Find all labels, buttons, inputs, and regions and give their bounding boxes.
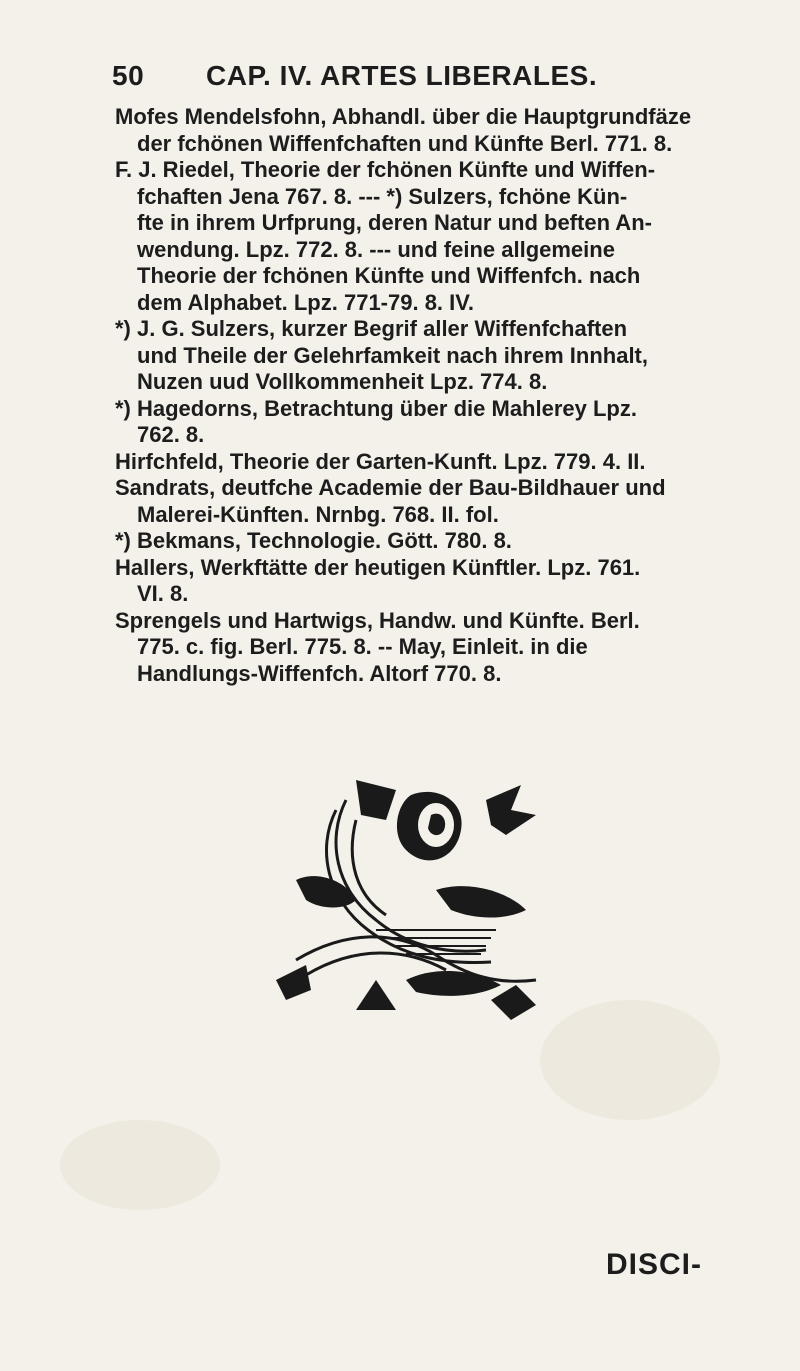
bib-entry — [115, 157, 755, 316]
text-line: Nuzen uud Vollkommenheit Lpz. 774. 8. — [137, 369, 548, 394]
text-line: Hirfchfeld, Theorie der Garten-Kunft. Lpz. 779. 4. II. — [115, 448, 646, 474]
text-line: Sprengels und Hartwigs, Handw. und Künfte. Berl. — [115, 607, 640, 633]
text-line: wendung. Lpz. 772. 8. --- und feine allgemeine — [137, 236, 615, 262]
paper-stain — [60, 1120, 220, 1210]
text-line: VI. 8. — [137, 581, 189, 606]
text-line: und Theile der Gelehrfamkeit nach ihrem Innhalt, — [137, 342, 648, 368]
text-line: F. J. Riedel, Theorie der fchönen Künfte und Wiffen- — [115, 157, 656, 182]
text-line: Malerei-Künften. Nrnbg. 768. II. fol. — [137, 501, 499, 527]
bib-entry — [115, 528, 755, 555]
bib-entry — [115, 608, 755, 688]
text-line: Theorie der fchönen Künfte und Wiffenfch. nach — [137, 263, 641, 288]
running-title: CAP. IV. ARTES LIBERALES. — [206, 60, 598, 91]
text-line: Handlungs-Wiffenfch. Altorf 770. 8. — [137, 660, 502, 686]
catchword: DISCI- — [606, 1248, 702, 1281]
bib-entry — [115, 555, 755, 608]
bibliography-text — [115, 104, 755, 687]
text-line: 762. 8. — [137, 422, 205, 447]
text-line: Hallers, Werkftätte der heutigen Künftler. Lpz. 761. — [115, 554, 641, 580]
bib-entry — [115, 104, 755, 157]
bib-entry — [115, 396, 755, 449]
bib-entry — [115, 316, 755, 396]
page-header — [112, 60, 712, 100]
text-line: 775. c. fig. Berl. 775. 8. -- May, Einleit. in die — [137, 634, 588, 659]
ornament-vignette-icon — [236, 780, 576, 1030]
text-line: *) Hagedorns, Betrachtung über die Mahlerey Lpz. — [115, 395, 637, 421]
text-line: dem Alphabet. Lpz. 771-79. 8. IV. — [137, 289, 475, 315]
text-line: *) Bekmans, Technologie. Gött. 780. 8. — [115, 528, 512, 553]
bib-entry — [115, 449, 755, 529]
text-line: fchaften Jena 767. 8. --- *) Sulzers, fchöne Kün- — [137, 183, 628, 209]
text-line: fte in ihrem Urfprung, deren Natur und beften An- — [137, 210, 652, 235]
page-number: 50 — [112, 60, 145, 91]
text-line: der fchönen Wiffenfchaften und Künfte Berl. 771. 8. — [137, 130, 673, 156]
text-line: Sandrats, deutfche Academie der Bau-Bildhauer und — [115, 475, 666, 500]
text-line: *) J. G. Sulzers, kurzer Begrif aller Wiffenfchaften — [115, 316, 628, 341]
text-line: Mofes Mendelsfohn, Abhandl. über die Hauptgrundfäze — [115, 104, 692, 129]
